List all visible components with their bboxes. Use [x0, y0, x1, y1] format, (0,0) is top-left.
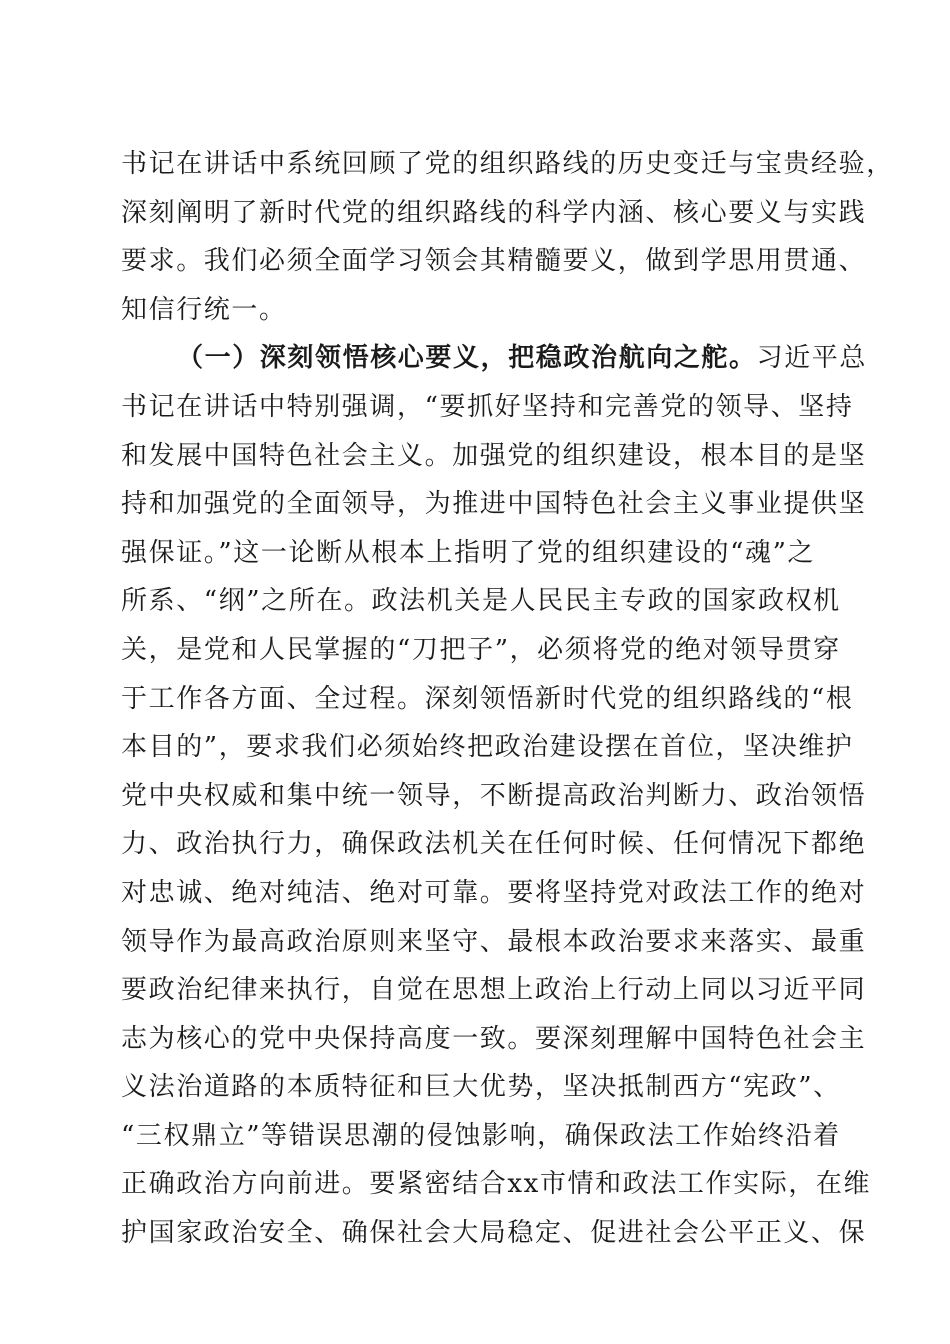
- body-text: [121, 140, 894, 1258]
- text-line: 深刻阐明了新时代党的组织路线的科学内涵、核心要义与实践: [121, 197, 867, 228]
- text-line: 和发展中国特色社会主义。加强党的组织建设，根本目的是坚: [121, 440, 867, 471]
- text-line: 强保证。”这一论断从根本上指明了党的组织建设的“魂”之: [121, 537, 816, 568]
- text-line: 要政治纪律来执行，自觉在思想上政治上行动上同以习近平同: [121, 975, 867, 1006]
- text-line: 护国家政治安全、确保社会大局稳定、促进社会公平正义、保: [121, 1218, 867, 1249]
- text-line: 持和加强党的全面领导，为推进中国特色社会主义事业提供坚: [121, 489, 867, 520]
- text-line: 对忠诚、绝对纯洁、绝对可靠。要将坚持党对政法工作的绝对: [121, 877, 867, 908]
- text-line: 书记在讲话中系统回顾了党的组织路线的历史变迁与宝贵经验，: [121, 149, 894, 179]
- text-line: “三权鼎立”等错误思潮的侵蚀影响，确保政法工作始终沿着: [121, 1120, 841, 1151]
- text-line: 于工作各方面、全过程。深刻领悟新时代党的组织路线的“根: [121, 683, 854, 714]
- text-line: 本目的”，要求我们必须始终把政治建设摆在首位，坚决维护: [121, 732, 854, 763]
- text-line: 关，是党和人民掌握的“刀把子”，必须将党的绝对领导贯穿: [121, 634, 841, 665]
- text-line: 知信行统一。: [121, 294, 287, 325]
- heading-tail: 习近平总: [756, 343, 868, 374]
- section-heading-line: [121, 334, 868, 383]
- text-line: 正确政治方向前进。要紧密结合xx市情和政法工作实际，在维: [121, 1169, 872, 1200]
- text-line: 领导作为最高政治原则来坚守、最根本政治要求来落实、最重: [121, 926, 867, 957]
- text-line: 志为核心的党中央保持高度一致。要深刻理解中国特色社会主: [121, 1023, 867, 1054]
- text-line: 要求。我们必须全面学习领会其精髓要义，做到学思用贯通、: [121, 246, 867, 277]
- text-line: 党中央权威和集中统一领导，不断提高政治判断力、政治领悟: [121, 780, 867, 811]
- text-line: 义法治道路的本质特征和巨大优势，坚决抵制西方“宪政”、: [121, 1072, 841, 1103]
- text-line: 力、政治执行力，确保政法机关在任何时候、任何情况下都绝: [121, 829, 867, 860]
- section-heading: （一）深刻领悟核心要义，把稳政治航向之舵。: [177, 343, 757, 374]
- text-line: 所系、“纲”之所在。政法机关是人民民主专政的国家政权机: [121, 586, 841, 617]
- text-line: 书记在讲话中特别强调，“要抓好坚持和完善党的领导、坚持: [121, 391, 854, 422]
